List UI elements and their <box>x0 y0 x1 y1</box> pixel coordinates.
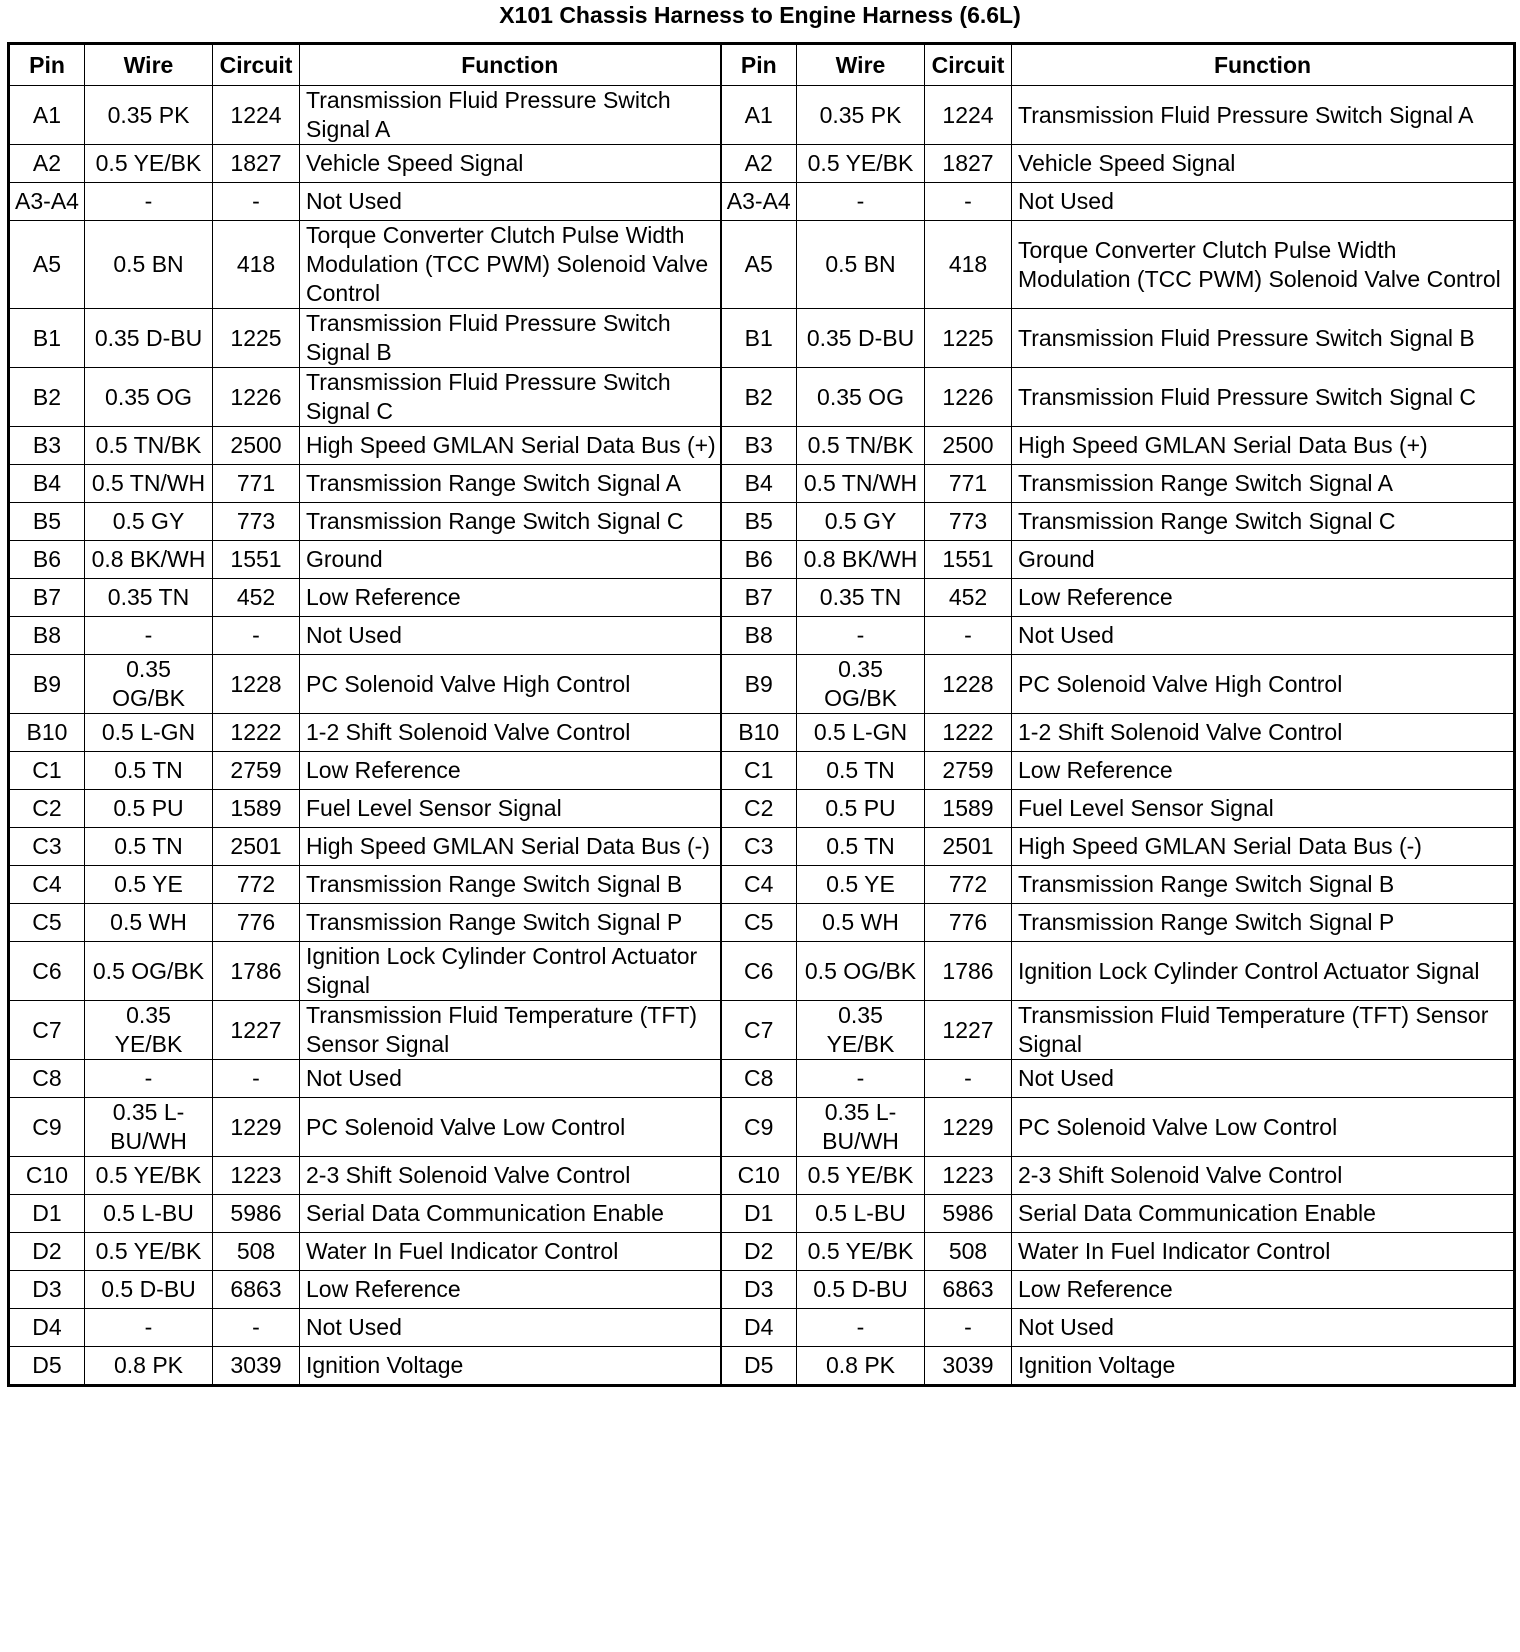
circuit-cell: 1226 <box>213 368 300 427</box>
circuit-cell: 1226 <box>925 368 1012 427</box>
function-cell: PC Solenoid Valve High Control <box>1012 655 1515 714</box>
function-cell: Not Used <box>300 617 721 655</box>
circuit-cell: 1227 <box>925 1001 1012 1060</box>
pin-cell: D2 <box>9 1233 85 1271</box>
pin-cell: D1 <box>9 1195 85 1233</box>
pin-cell: D4 <box>721 1309 797 1347</box>
wire-cell: - <box>85 617 213 655</box>
circuit-cell: 452 <box>213 579 300 617</box>
table-row <box>9 503 1515 541</box>
pin-cell: C5 <box>9 904 85 942</box>
circuit-cell: 776 <box>925 904 1012 942</box>
pin-cell: B2 <box>721 368 797 427</box>
function-cell: Ground <box>300 541 721 579</box>
pin-cell: B1 <box>9 309 85 368</box>
circuit-cell: - <box>925 183 1012 221</box>
wire-cell: 0.5 YE <box>797 866 925 904</box>
table-row <box>9 942 1515 1001</box>
pin-cell: C2 <box>721 790 797 828</box>
function-cell: Transmission Range Switch Signal C <box>1012 503 1515 541</box>
wire-cell: 0.5 D-BU <box>85 1271 213 1309</box>
pin-cell: B5 <box>9 503 85 541</box>
wire-cell: 0.35 D-BU <box>85 309 213 368</box>
table-row <box>9 752 1515 790</box>
pin-cell: B3 <box>9 427 85 465</box>
wire-cell: 0.5 YE/BK <box>797 145 925 183</box>
pin-cell: B2 <box>9 368 85 427</box>
circuit-cell: 1827 <box>925 145 1012 183</box>
function-cell: Ignition Lock Cylinder Control Actuator Signal <box>300 942 721 1001</box>
circuit-cell: 418 <box>213 221 300 309</box>
wire-cell: 0.8 PK <box>85 1347 213 1386</box>
circuit-cell: 776 <box>213 904 300 942</box>
pin-cell: C5 <box>721 904 797 942</box>
function-cell: Not Used <box>1012 1060 1515 1098</box>
table-row <box>9 828 1515 866</box>
pin-cell: C10 <box>721 1157 797 1195</box>
circuit-cell: 1224 <box>213 86 300 145</box>
pin-cell: B10 <box>9 714 85 752</box>
function-cell: Transmission Fluid Temperature (TFT) Sensor Signal <box>300 1001 721 1060</box>
pin-cell: C9 <box>9 1098 85 1157</box>
wire-cell: 0.5 TN <box>797 752 925 790</box>
function-cell: High Speed GMLAN Serial Data Bus (+) <box>300 427 721 465</box>
wire-cell: 0.5 WH <box>797 904 925 942</box>
table-row <box>9 1347 1515 1386</box>
pin-cell: B1 <box>721 309 797 368</box>
wire-cell: 0.5 TN/WH <box>797 465 925 503</box>
pin-cell: D3 <box>9 1271 85 1309</box>
pin-cell: C7 <box>721 1001 797 1060</box>
circuit-cell: 418 <box>925 221 1012 309</box>
function-cell: Vehicle Speed Signal <box>300 145 721 183</box>
wire-cell: 0.5 D-BU <box>797 1271 925 1309</box>
function-cell: Water In Fuel Indicator Control <box>1012 1233 1515 1271</box>
function-cell: 1-2 Shift Solenoid Valve Control <box>1012 714 1515 752</box>
function-cell: Not Used <box>1012 1309 1515 1347</box>
function-cell: Ignition Voltage <box>300 1347 721 1386</box>
wire-cell: 0.35 TN <box>85 579 213 617</box>
function-cell: High Speed GMLAN Serial Data Bus (-) <box>300 828 721 866</box>
wire-cell: 0.5 TN <box>85 752 213 790</box>
wire-cell: - <box>85 183 213 221</box>
function-cell: Not Used <box>300 1060 721 1098</box>
function-cell: Transmission Range Switch Signal A <box>300 465 721 503</box>
table-row <box>9 904 1515 942</box>
pin-cell: C8 <box>9 1060 85 1098</box>
circuit-cell: 1589 <box>925 790 1012 828</box>
header-circuit: Circuit <box>925 44 1012 86</box>
circuit-cell: - <box>213 1309 300 1347</box>
circuit-cell: 3039 <box>213 1347 300 1386</box>
table-row <box>9 368 1515 427</box>
function-cell: 2-3 Shift Solenoid Valve Control <box>300 1157 721 1195</box>
pin-cell: A1 <box>721 86 797 145</box>
circuit-cell: 773 <box>925 503 1012 541</box>
circuit-cell: 772 <box>213 866 300 904</box>
wire-cell: 0.5 BN <box>85 221 213 309</box>
wire-cell: 0.35 D-BU <box>797 309 925 368</box>
table-row <box>9 86 1515 145</box>
function-cell: Low Reference <box>300 579 721 617</box>
wire-cell: 0.5 GY <box>85 503 213 541</box>
pin-cell: C1 <box>9 752 85 790</box>
circuit-cell: - <box>925 1060 1012 1098</box>
table-row <box>9 309 1515 368</box>
pin-cell: C4 <box>9 866 85 904</box>
function-cell: Transmission Fluid Pressure Switch Signal C <box>1012 368 1515 427</box>
circuit-cell: 1222 <box>925 714 1012 752</box>
pin-cell: D1 <box>721 1195 797 1233</box>
function-cell: Low Reference <box>300 1271 721 1309</box>
document-title: X101 Chassis Harness to Engine Harness (6.6L) <box>499 2 1021 28</box>
table-row <box>9 1309 1515 1347</box>
table-row <box>9 465 1515 503</box>
wire-cell: 0.5 PU <box>797 790 925 828</box>
circuit-cell: 452 <box>925 579 1012 617</box>
table-row <box>9 427 1515 465</box>
circuit-cell: 1225 <box>925 309 1012 368</box>
wire-cell: 0.35 L-BU/WH <box>797 1098 925 1157</box>
table-row <box>9 1157 1515 1195</box>
wire-cell: - <box>797 617 925 655</box>
function-cell: 1-2 Shift Solenoid Valve Control <box>300 714 721 752</box>
pin-cell: C1 <box>721 752 797 790</box>
pin-cell: B9 <box>9 655 85 714</box>
function-cell: Transmission Fluid Temperature (TFT) Sensor Signal <box>1012 1001 1515 1060</box>
circuit-cell: 1551 <box>925 541 1012 579</box>
circuit-cell: 771 <box>213 465 300 503</box>
function-cell: Transmission Range Switch Signal P <box>1012 904 1515 942</box>
wire-cell: 0.5 YE/BK <box>85 1157 213 1195</box>
circuit-cell: 1786 <box>925 942 1012 1001</box>
function-cell: Transmission Fluid Pressure Switch Signal C <box>300 368 721 427</box>
circuit-cell: 1222 <box>213 714 300 752</box>
circuit-cell: 1228 <box>213 655 300 714</box>
function-cell: Transmission Range Switch Signal B <box>300 866 721 904</box>
circuit-cell: 3039 <box>925 1347 1012 1386</box>
table-row <box>9 145 1515 183</box>
table-row <box>9 183 1515 221</box>
circuit-cell: 1224 <box>925 86 1012 145</box>
wire-cell: 0.5 OG/BK <box>85 942 213 1001</box>
circuit-cell: 2759 <box>925 752 1012 790</box>
wire-cell: 0.35 OG <box>797 368 925 427</box>
table-body <box>9 86 1515 1386</box>
pin-cell: B5 <box>721 503 797 541</box>
table-row <box>9 1233 1515 1271</box>
pin-cell: A1 <box>9 86 85 145</box>
wire-cell: 0.35 OG/BK <box>85 655 213 714</box>
function-cell: Serial Data Communication Enable <box>300 1195 721 1233</box>
header-function: Function <box>300 44 721 86</box>
wire-cell: 0.35 TN <box>797 579 925 617</box>
wire-cell: 0.5 YE/BK <box>797 1157 925 1195</box>
pin-cell: D2 <box>721 1233 797 1271</box>
circuit-cell: 1225 <box>213 309 300 368</box>
function-cell: Ground <box>1012 541 1515 579</box>
circuit-cell: 1827 <box>213 145 300 183</box>
function-cell: Ignition Lock Cylinder Control Actuator Signal <box>1012 942 1515 1001</box>
wire-cell: 0.8 PK <box>797 1347 925 1386</box>
circuit-cell: - <box>213 1060 300 1098</box>
wire-cell: 0.5 OG/BK <box>797 942 925 1001</box>
pin-cell: B8 <box>9 617 85 655</box>
pin-cell: C3 <box>9 828 85 866</box>
circuit-cell: 1223 <box>213 1157 300 1195</box>
wire-cell: 0.35 OG/BK <box>797 655 925 714</box>
circuit-cell: 508 <box>213 1233 300 1271</box>
table-row <box>9 1001 1515 1060</box>
pin-cell: C2 <box>9 790 85 828</box>
header-pin: Pin <box>9 44 85 86</box>
pin-cell: B7 <box>721 579 797 617</box>
table-row <box>9 866 1515 904</box>
function-cell: Low Reference <box>1012 752 1515 790</box>
pin-cell: B10 <box>721 714 797 752</box>
function-cell: Not Used <box>1012 183 1515 221</box>
function-cell: Torque Converter Clutch Pulse Width Modulation (TCC PWM) Solenoid Valve Control <box>300 221 721 309</box>
function-cell: High Speed GMLAN Serial Data Bus (-) <box>1012 828 1515 866</box>
table-row <box>9 1060 1515 1098</box>
circuit-cell: - <box>925 1309 1012 1347</box>
wire-cell: 0.35 PK <box>85 86 213 145</box>
pin-cell: C7 <box>9 1001 85 1060</box>
header-circuit: Circuit <box>213 44 300 86</box>
header-wire: Wire <box>797 44 925 86</box>
circuit-cell: 1229 <box>213 1098 300 1157</box>
table-row <box>9 1098 1515 1157</box>
table-row <box>9 714 1515 752</box>
function-cell: PC Solenoid Valve Low Control <box>1012 1098 1515 1157</box>
circuit-cell: 1589 <box>213 790 300 828</box>
circuit-cell: - <box>925 617 1012 655</box>
wire-cell: 0.5 YE/BK <box>85 1233 213 1271</box>
function-cell: Low Reference <box>300 752 721 790</box>
table-row <box>9 221 1515 309</box>
circuit-cell: 2501 <box>925 828 1012 866</box>
pin-cell: A3-A4 <box>721 183 797 221</box>
circuit-cell: 6863 <box>213 1271 300 1309</box>
table-row <box>9 1271 1515 1309</box>
function-cell: Serial Data Communication Enable <box>1012 1195 1515 1233</box>
function-cell: Fuel Level Sensor Signal <box>1012 790 1515 828</box>
wire-cell: 0.5 YE <box>85 866 213 904</box>
pin-cell: C6 <box>721 942 797 1001</box>
circuit-cell: 5986 <box>925 1195 1012 1233</box>
pin-cell: B8 <box>721 617 797 655</box>
wire-cell: 0.5 TN/WH <box>85 465 213 503</box>
wire-cell: 0.35 L-BU/WH <box>85 1098 213 1157</box>
pin-cell: D5 <box>721 1347 797 1386</box>
wire-cell: 0.5 WH <box>85 904 213 942</box>
function-cell: Water In Fuel Indicator Control <box>300 1233 721 1271</box>
wire-cell: 0.5 L-BU <box>85 1195 213 1233</box>
wire-cell: 0.5 GY <box>797 503 925 541</box>
pin-cell: A5 <box>721 221 797 309</box>
wire-cell: 0.5 L-GN <box>797 714 925 752</box>
circuit-cell: 1786 <box>213 942 300 1001</box>
function-cell: PC Solenoid Valve Low Control <box>300 1098 721 1157</box>
pin-cell: B6 <box>721 541 797 579</box>
function-cell: Low Reference <box>1012 1271 1515 1309</box>
circuit-cell: 773 <box>213 503 300 541</box>
function-cell: Not Used <box>300 183 721 221</box>
circuit-cell: 2500 <box>925 427 1012 465</box>
wire-cell: - <box>797 1060 925 1098</box>
function-cell: Transmission Range Switch Signal P <box>300 904 721 942</box>
circuit-cell: 1228 <box>925 655 1012 714</box>
pin-cell: C4 <box>721 866 797 904</box>
wire-cell: 0.5 TN/BK <box>85 427 213 465</box>
function-cell: 2-3 Shift Solenoid Valve Control <box>1012 1157 1515 1195</box>
pin-cell: C6 <box>9 942 85 1001</box>
wire-cell: 0.35 YE/BK <box>797 1001 925 1060</box>
circuit-cell: 1227 <box>213 1001 300 1060</box>
wire-cell: 0.8 BK/WH <box>85 541 213 579</box>
pin-cell: C10 <box>9 1157 85 1195</box>
wire-cell: 0.5 L-BU <box>797 1195 925 1233</box>
pin-cell: C9 <box>721 1098 797 1157</box>
function-cell: Low Reference <box>1012 579 1515 617</box>
pin-cell: B9 <box>721 655 797 714</box>
pin-cell: B4 <box>721 465 797 503</box>
pin-cell: A5 <box>9 221 85 309</box>
wire-cell: 0.8 BK/WH <box>797 541 925 579</box>
table-header-row <box>9 44 1515 86</box>
pin-cell: D3 <box>721 1271 797 1309</box>
function-cell: Transmission Range Switch Signal A <box>1012 465 1515 503</box>
wire-cell: 0.5 TN/BK <box>797 427 925 465</box>
connector-pinout-table <box>7 42 1516 1387</box>
circuit-cell: 2759 <box>213 752 300 790</box>
function-cell: Transmission Range Switch Signal B <box>1012 866 1515 904</box>
function-cell: Fuel Level Sensor Signal <box>300 790 721 828</box>
table-row <box>9 579 1515 617</box>
function-cell: Not Used <box>1012 617 1515 655</box>
function-cell: High Speed GMLAN Serial Data Bus (+) <box>1012 427 1515 465</box>
circuit-cell: 771 <box>925 465 1012 503</box>
table-row <box>9 617 1515 655</box>
circuit-cell: 2501 <box>213 828 300 866</box>
circuit-cell: 5986 <box>213 1195 300 1233</box>
pin-cell: C8 <box>721 1060 797 1098</box>
header-function: Function <box>1012 44 1515 86</box>
table-row <box>9 541 1515 579</box>
wire-cell: 0.5 YE/BK <box>85 145 213 183</box>
circuit-cell: 508 <box>925 1233 1012 1271</box>
pin-cell: B4 <box>9 465 85 503</box>
pin-cell: B6 <box>9 541 85 579</box>
function-cell: Vehicle Speed Signal <box>1012 145 1515 183</box>
pin-cell: D4 <box>9 1309 85 1347</box>
wire-cell: 0.5 L-GN <box>85 714 213 752</box>
wire-cell: 0.5 BN <box>797 221 925 309</box>
function-cell: PC Solenoid Valve High Control <box>300 655 721 714</box>
pin-cell: B3 <box>721 427 797 465</box>
circuit-cell: 1229 <box>925 1098 1012 1157</box>
circuit-cell: 1223 <box>925 1157 1012 1195</box>
function-cell: Torque Converter Clutch Pulse Width Modulation (TCC PWM) Solenoid Valve Control <box>1012 221 1515 309</box>
circuit-cell: 1551 <box>213 541 300 579</box>
table-row <box>9 790 1515 828</box>
table-row <box>9 655 1515 714</box>
function-cell: Transmission Fluid Pressure Switch Signal B <box>1012 309 1515 368</box>
function-cell: Transmission Fluid Pressure Switch Signal A <box>1012 86 1515 145</box>
circuit-cell: 772 <box>925 866 1012 904</box>
pin-cell: C3 <box>721 828 797 866</box>
circuit-cell: 6863 <box>925 1271 1012 1309</box>
function-cell: Transmission Fluid Pressure Switch Signal B <box>300 309 721 368</box>
wire-cell: - <box>797 1309 925 1347</box>
pin-cell: A3-A4 <box>9 183 85 221</box>
wire-cell: 0.35 YE/BK <box>85 1001 213 1060</box>
circuit-cell: - <box>213 617 300 655</box>
wire-cell: - <box>85 1060 213 1098</box>
function-cell: Transmission Range Switch Signal C <box>300 503 721 541</box>
pin-cell: A2 <box>9 145 85 183</box>
pin-cell: B7 <box>9 579 85 617</box>
wire-cell: 0.5 PU <box>85 790 213 828</box>
wire-cell: 0.5 TN <box>797 828 925 866</box>
wire-cell: - <box>797 183 925 221</box>
pin-cell: A2 <box>721 145 797 183</box>
wire-cell: 0.5 YE/BK <box>797 1233 925 1271</box>
wire-cell: 0.35 OG <box>85 368 213 427</box>
circuit-cell: - <box>213 183 300 221</box>
circuit-cell: 2500 <box>213 427 300 465</box>
wire-cell: 0.5 TN <box>85 828 213 866</box>
function-cell: Transmission Fluid Pressure Switch Signal A <box>300 86 721 145</box>
header-pin: Pin <box>721 44 797 86</box>
function-cell: Not Used <box>300 1309 721 1347</box>
function-cell: Ignition Voltage <box>1012 1347 1515 1386</box>
table-row <box>9 1195 1515 1233</box>
pin-cell: D5 <box>9 1347 85 1386</box>
header-wire: Wire <box>85 44 213 86</box>
wire-cell: - <box>85 1309 213 1347</box>
wire-cell: 0.35 PK <box>797 86 925 145</box>
